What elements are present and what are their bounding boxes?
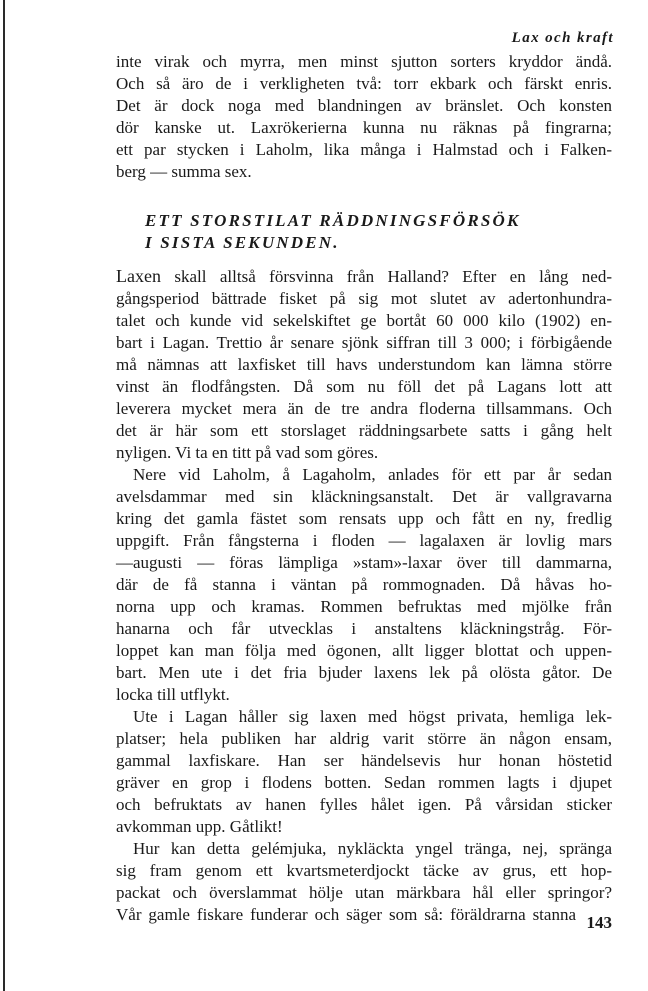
text-line: uppgift. Från fångsterna i floden — lagalaxen är lovlig mars — [116, 531, 612, 550]
text-line: talet och kunde vid sekelskiftet ge bortåt 60 000 kilo (1902) en- — [116, 311, 612, 330]
text-line: Det är dock noga med blandningen av bränslet. Och konsten — [116, 96, 612, 115]
text-line: norna upp och kramas. Rommen befruktas med mjölke från — [116, 597, 612, 616]
running-head: Lax och kraft — [511, 30, 614, 46]
text-line: berg — summa sex. — [116, 162, 252, 181]
text-line: gräver en grop i flodens botten. Sedan rommen lagts i djupet — [116, 773, 612, 792]
text-line: gammal laxfiskare. Han ser händelsevis hur honan höstetid — [116, 751, 612, 770]
text-line: packat och överslammat hölje utan märkbara hål eller springor? — [116, 883, 612, 902]
text-line: Nere vid Laholm, å Lagaholm, anlades för ett par år sedan — [133, 465, 612, 484]
text-line: hanarna och får utvecklas i anstaltens kläckningstråg. För- — [116, 619, 612, 638]
text-line: loppet kan man följa med ögonen, allt ligger blottat och uppen- — [116, 641, 612, 660]
text-line: sig fram genom ett kvartsmeterdjockt täcke av grus, ett hop- — [116, 861, 612, 880]
text-line: det är här som ett storslaget räddningsarbete satts i gång helt — [116, 421, 612, 440]
text-line-rest: skall alltså försvinna från Halland? Efter en lång ned- — [160, 267, 612, 286]
text-line: —augusti — föras lämpliga »stam»-laxar över till dammarna, — [116, 553, 612, 572]
text-line: vinst än flodfångsten. Då som nu föll det på Lagans lott att — [116, 377, 612, 396]
text-line: Vår gamle fiskare funderar och säger som så: föräldrarna stanna — [116, 905, 576, 924]
text-line: Hur kan detta gelémjuka, nykläckta yngel tränga, nej, spränga — [133, 839, 612, 858]
section-heading-line-1: ETT STORSTILAT RÄDDNINGSFÖRSÖK — [145, 211, 521, 230]
text-line: bart i Lagan. Trettio år senare sjönk siffran till 3 000; i förbigående — [116, 333, 612, 352]
text-line: dör kanske ut. Laxrökerierna kunna nu räknas på fingrarna; — [116, 118, 612, 137]
text-line: inte virak och myrra, men minst sjutton sorters kryddor ändå. — [116, 52, 612, 71]
text-line: locka till utflykt. — [116, 685, 230, 704]
text-line: bart. Men ute i det fria bjuder laxens lek på olösta gåtor. De — [116, 663, 612, 682]
text-line: avkomman upp. Gåtlikt! — [116, 817, 283, 836]
text-line: Ute i Lagan håller sig laxen med högst privata, hemliga lek- — [133, 707, 612, 726]
text-line: avelsdammar med sin kläckningsanstalt. Det är vallgravarna — [116, 487, 612, 506]
text-line: kring det gamla fästet som rensats upp och fått en ny, fredlig — [116, 509, 612, 528]
text-line: gångsperiod bättrade fisket på sig mot slutet av adertonhundra- — [116, 289, 612, 308]
section-heading-line-2: I SISTA SEKUNDEN. — [145, 233, 340, 252]
text-line: må nämnas att laxfisket till havs understundom kan lämna större — [116, 355, 612, 374]
page-number: 143 — [586, 913, 612, 932]
text-line: leverera mycket mera än de tre andra floderna tillsammans. Och — [116, 399, 612, 418]
text-line: där de få stanna i väntan på rommognaden. Då håvas ho- — [116, 575, 612, 594]
text-line — [116, 266, 612, 287]
text-line: Och så äro de i verkligheten två: torr ekbark och färskt enris. — [116, 74, 612, 93]
text-line: platser; hela publiken har aldrig varit större än någon ensam, — [116, 729, 612, 748]
text-line: nyligen. Vi ta en titt på vad som göres. — [116, 443, 379, 462]
text-line: ett par stycken i Laholm, lika många i Halmstad och i Falken- — [116, 140, 612, 159]
page-edge-line — [3, 0, 5, 991]
text-line: och befruktats av hanen fylles hålet igen. På vårsidan sticker — [116, 795, 612, 814]
opening-word: Laxen — [116, 266, 161, 286]
